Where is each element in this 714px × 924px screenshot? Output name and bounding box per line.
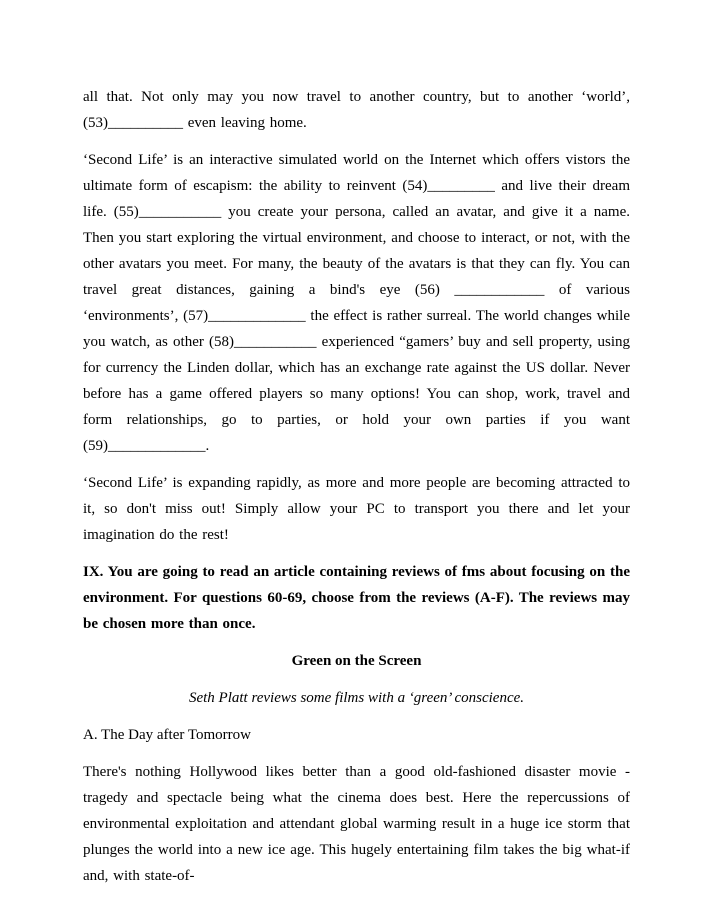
- article-byline: Seth Platt reviews some films with a ‘green’ conscience.: [188, 690, 525, 706]
- paragraph-intro-tail: all that. Not only may you now travel to another country, but to another ‘world’, (53)__________ even leaving home.: [83, 89, 630, 131]
- paragraph-second-life-expanding: ‘Second Life’ is expanding rapidly, as more and more people are becoming attracted to it, so don't miss out! Simply allow your PC to transport you there and let your imagination do the rest!: [83, 475, 630, 543]
- paragraph-second-life-cloze: ‘Second Life’ is an interactive simulated world on the Internet which offers vistors the ultimate form of escapism: the ability to reinvent (54)_________ and live their dream life. (55)___________ you create your persona, called an avatar, and give it a name. Then you start exploring the virtual environment, and choose to interact, or not, with the other avatars you meet. For many, the beauty of the avatars is that they can fly. You can travel great distances, gaining a bind's eye (56) ____________ of various ‘environments’, (57)_____________ the effect is rather surreal. The world changes while you watch, as other (58)___________ experienced “gamers’ buy and sell property, using for currency the Linden dollar, which has an exchange rate against the US dollar. Never before has a game offered players so many options! You can shop, work, travel and form relationships, go to parties, or hold your own parties if you want (59)_____________.: [83, 152, 630, 454]
- section-ix-instructions: IX. You are going to read an article containing reviews of fms about focusing on the environment. For questions 60-69, choose from the reviews (A-F). The reviews may be chosen more than once.: [83, 564, 630, 632]
- review-a-title: A. The Day after Tomorrow: [83, 727, 251, 743]
- article-title: Green on the Screen: [291, 653, 422, 669]
- review-a-body: There's nothing Hollywood likes better than a good old-fashioned disaster movie - tragedy and spectacle being what the cinema does best. Here the repercussions of environmental exploitation and attendant global warming result in a huge ice storm that plunges the world into a new ice age. This hugely entertaining film takes the big what-if and, with state-of-: [83, 764, 630, 884]
